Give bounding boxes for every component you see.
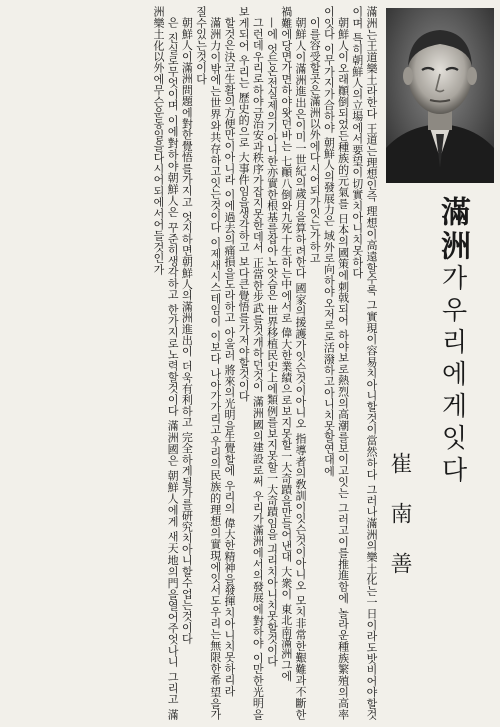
portrait-image xyxy=(386,8,494,183)
author-name: 崔南善 xyxy=(387,452,412,602)
title-hanja: 滿洲 xyxy=(435,196,470,264)
paragraph: —에 엇든온전실제의기아니한亦實한根基를잡아노앗슴은 世界移植民史上에類例를보지못할一大奇蹟임을 긔리치아니치못할것이다 xyxy=(265,17,279,667)
paragraph: 그런데우리로하야금治安과秩序가잡지못한데서 正當한步武를것개하던것이 滿洲國의建設로써 우리가滿洲에서의發展에對하야 이만한光明을보게되어 우리는 歷史的으로 大事件임을생각하고 보다큰覺悟를가저야할것이다 xyxy=(237,6,265,720)
paragraph: 滿洲는王道樂土라한다 王道는理想인즉 理想이高遠할수록 그實現이容易치아니할것이當然하다 그러나滿洲의樂土化는一日이라도밧비어야할것이며 특히朝鮮人의立場에서要望이切實치아니치못하다 xyxy=(350,6,378,720)
paragraph: 滿洲力이밖에는世界와共存하고잇는것이다 이제새시스테임이 이보다 나아가가리고우리의民族的理想의實現에잇서도우리는無限한希望을가질수있는것이다 xyxy=(194,6,222,720)
paragraph: 朝鮮人이滿洲進出은이미一世紀의歲月을算하려한다 國家의援護가잇슨것이아니오 指導者의敎訓이잇슨것이아니오 모치非常한艱難과不斷한禍難에당면가면하야왓던바는 七顚八倒와九死十生하는中에서로 偉大한業績으로보지못할一大奇蹟을만들어낸대 大衆이 東北南滿洲그에 xyxy=(279,6,307,720)
paragraph: 할것은決코生활의方便만이아니라 이에過去의痛損을도라하고 아울러 將來의光明을生覺할에 우리의 偉大한精神을發揮치아니치못하리라 xyxy=(222,17,236,697)
article-title xyxy=(430,196,474,696)
author-portrait xyxy=(386,8,494,183)
paragraph: 朝鮮人이오래顚倒되었든種族的元氣를 日本의國策에刺戟되어 하야보로熱烈의高潮를보이고잇는 그러고이를推進함에 놀라운種族繁殖의高率이잇다 이무가지가合하야 朝鮮人의發展力은 域外로向하야오저로로活潑하고아니치못할연대에 xyxy=(322,6,350,720)
paragraph: 은 진실로무엇이며 이에對하야朝鮮人은 꾸준히생각하고 한가지로노력할것이다 滿洲國은 朝鮮人에게 새天地의門을열어주엇나니 그리고 滿洲樂土化以外에무슨운동일을다시어되에서어들것인가 xyxy=(151,6,180,720)
article-body xyxy=(6,6,378,720)
paragraph: 朝鮮人이滿洲問題에對한覺悟를가지고 엇지하면朝鮮人의滿洲進出이 더욱有利하고 完全하게될가를硏究치아니할수업는것이다 xyxy=(180,17,194,645)
title-hangul: 가우리에게잇다 xyxy=(437,264,467,488)
paragraph: 이를容受할곳은滿洲以外에다시어되가잇는가하고 xyxy=(308,17,322,264)
